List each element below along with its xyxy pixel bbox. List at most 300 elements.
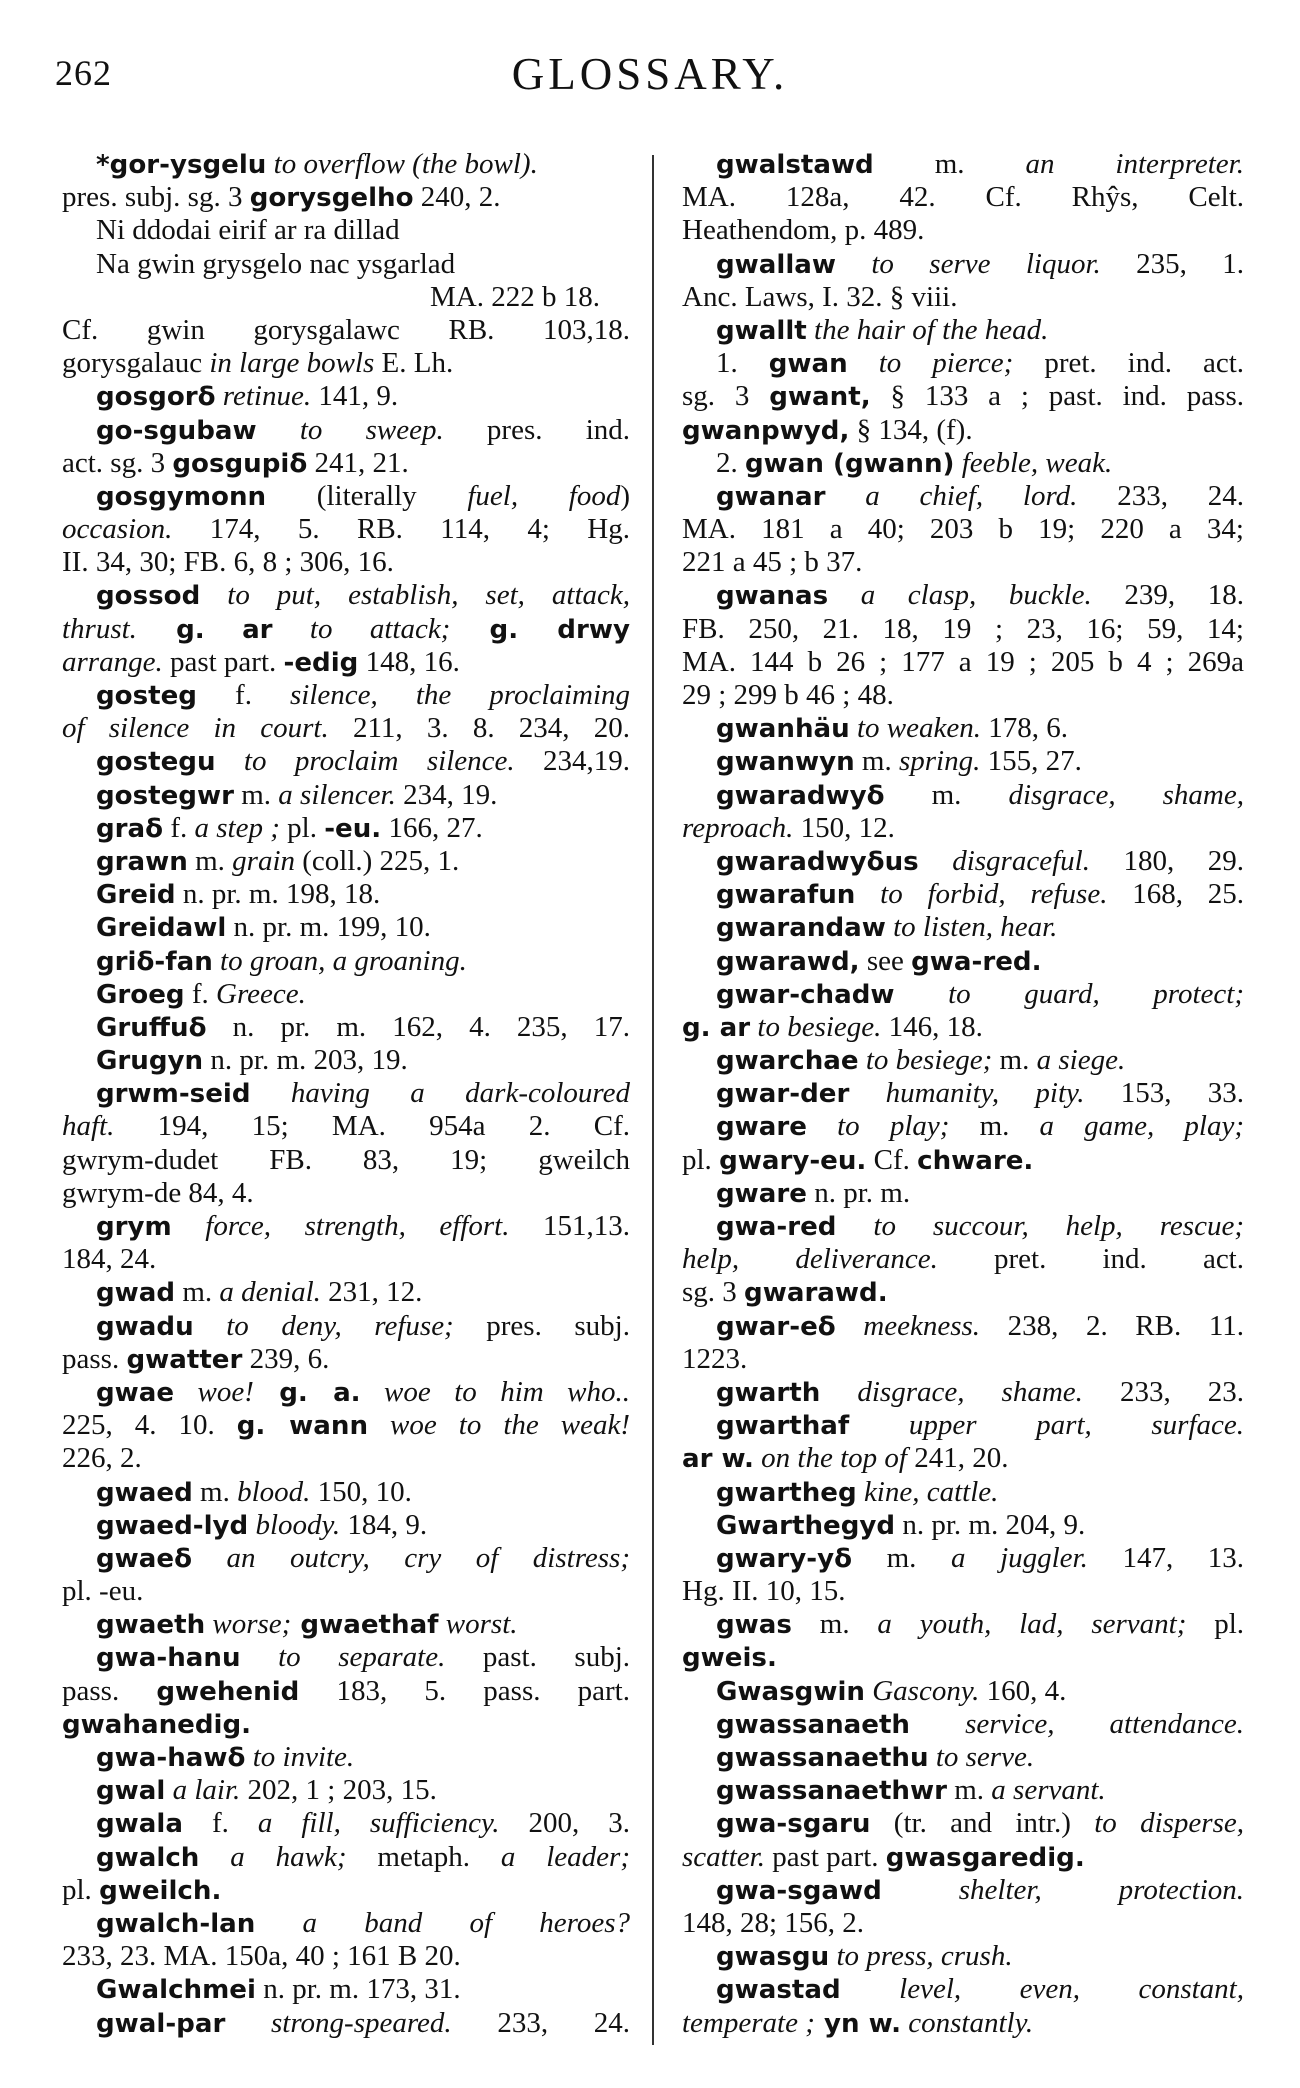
reference-text: 211, 3. 8. 234, 20. [328,712,630,745]
glossary-line [62,945,630,978]
reference-text: pres. subj. sg. 3 [62,181,250,214]
headword: Greid [96,880,176,911]
reference-text: pl. [279,811,325,844]
glossary-line [62,646,630,679]
glossary-line [682,2007,1244,2040]
definition-text: a game, play; [1039,1110,1244,1143]
headword: gware [716,1112,807,1143]
reference-text: 180, 29. [1089,844,1244,877]
reference-text: Anc. Laws, I. 32. § viii. [682,280,958,313]
definition-text: to play; [806,1110,950,1143]
reference-text: 155, 27. [980,745,1082,778]
headword: Grugyn [96,1046,204,1077]
definition-text: woe to the weak! [368,1409,630,1442]
definition-text: to press, crush. [829,1940,1013,1973]
definition-text: a hawk; [199,1840,347,1873]
glossary-line [682,1442,1244,1475]
headword: gostegwr [96,780,234,811]
reference-text: 239, 6. [242,1342,330,1375]
headword: gwasgu [716,1942,830,1973]
glossary-line [62,1973,630,2006]
headword: gwaed-lyd [96,1510,249,1541]
reference-text: past part. [764,1840,886,1873]
glossary-line [62,1343,630,1376]
headword: gweilch. [99,1875,222,1906]
glossary-line [62,480,630,513]
headword: gwaed [96,1477,193,1508]
glossary-line [62,347,630,380]
glossary-line [682,712,1244,745]
headword: gwalch [96,1842,200,1873]
reference-text: MA. 128a, 42. Cf. Rhŷs, Celt. [682,181,1244,214]
reference-text: 233, 23. [1082,1375,1244,1408]
glossary-line [682,1608,1244,1641]
glossary-line [62,380,630,413]
reference-text: Ni ddodai eirif ar ra dillad [96,214,400,247]
headword: gwanhäu [716,714,850,745]
definition-text: on the top of [753,1442,907,1475]
reference-text: (tr. and intr.) [870,1807,1095,1840]
headword: g. a. [253,1377,361,1408]
reference-text: Na gwin grysgelo nac ysgarlad [96,247,456,280]
headword: gorysgelho [249,183,414,214]
reference-text: sg. 3 [682,380,770,413]
glossary-line [62,1807,630,1840]
glossary-line [682,1940,1244,1973]
reference-text: MA. 222 b 18. [430,280,600,313]
glossary-line [682,1110,1244,1143]
glossary-column-left [62,148,630,2040]
headword: gwarandaw [716,913,886,944]
glossary-line [682,579,1244,612]
reference-text: gwrym-de 84, 4. [62,1176,254,1209]
definition-text: temperate ; [682,2006,815,2039]
headword: gwan (gwann) [745,448,955,479]
reference-text: 234, 19. [395,778,498,811]
reference-text: gwrym-dudet FB. 83, 19; gweilch [62,1143,630,1176]
reference-text: Cf. gwin gorysgalawc RB. 103,18. [62,313,630,346]
reference-text: Cf. [866,1143,918,1176]
definition-text: to weaken. [849,712,981,745]
reference-text: 2. [716,446,745,479]
headword: gwadu [96,1311,194,1342]
headword: gwassanaeth [716,1709,910,1740]
glossary-line [62,148,630,181]
glossary-line [62,745,630,778]
glossary-line [62,1608,630,1641]
reference-text: f. [182,1807,258,1840]
definition-text: humanity, pity. [849,1077,1085,1110]
glossary-line [62,281,630,314]
definition-text: arrange. [62,645,163,678]
reference-text: § 133 a ; past. ind. pass. [870,380,1244,413]
glossary-line [682,945,1244,978]
definition-text: a step ; [194,811,280,844]
definition-text: to separate. [240,1641,446,1674]
glossary-line [62,613,630,646]
reference-text: m. [854,745,899,778]
glossary-line [62,314,630,347]
definition-text: occasion. [62,513,173,546]
glossary-line [682,1509,1244,1542]
headword: gwaradwyδus [716,846,919,877]
reference-text: m. [233,778,279,811]
running-title: GLOSSARY. [511,49,789,99]
headword: gwassanaethu [716,1743,929,1773]
reference-text: n. pr. m. 199, 10. [226,911,431,944]
glossary-line [682,1641,1244,1674]
glossary-line [682,181,1244,214]
definition-text: a denial. [219,1276,321,1309]
definition-text: to deny, refuse; [193,1309,454,1342]
reference-text: (literally [266,479,468,512]
definition-text: to put, establish, set, attack, [200,579,630,612]
reference-text: n. pr. m. 173, 31. [255,1973,461,2006]
reference-text: pres. subj. [453,1309,630,1342]
headword: g. wann [236,1411,369,1442]
glossary-line [62,1044,630,1077]
headword: gwanas [716,581,829,612]
headword: grwm-seid [96,1079,251,1110]
glossary-line [62,1675,630,1708]
headword: gwad [96,1278,176,1309]
headword: gwehenid [156,1676,300,1707]
reference-text: MA. 144 b 26 ; 177 a 19 ; 205 b 4 ; 269a [682,645,1244,678]
glossary-line [682,845,1244,878]
glossary-line [682,1276,1244,1309]
reference-text: pl. [1186,1608,1245,1641]
reference-text: 226, 2. [62,1442,142,1475]
headword: gwaradwyδ [716,780,885,811]
definition-text: to groan, a groaning. [212,944,467,977]
reference-text: 240, 2. [413,181,501,214]
reference-text: 148, 28; 156, 2. [682,1906,865,1939]
reference-text: m. [192,1475,238,1508]
definition-text: a servant. [991,1774,1106,1807]
definition-text: service, attendance. [910,1707,1244,1740]
reference-text: m. [992,1044,1037,1077]
glossary-line [682,1011,1244,1044]
reference-text: see [859,944,912,977]
glossary-line [62,579,630,612]
definition-text: feeble, weak. [954,446,1113,479]
glossary-line [62,1874,630,1907]
reference-text: n. pr. m. 203, 19. [203,1044,408,1077]
definition-text: to besiege. [750,1010,882,1043]
headword: gwalch-lan [96,1908,256,1939]
reference-text: m. [175,1276,220,1309]
reference-text: 184, 9. [340,1508,428,1541]
page-header [0,48,1300,108]
headword: Greidawl [96,913,227,944]
glossary-line [62,447,630,480]
definition-text: disgraceful. [918,844,1090,877]
reference-text: 241, 20. [906,1442,1009,1475]
headword: gware [716,1178,807,1209]
glossary-line [682,978,1244,1011]
headword: gwallt [716,315,807,346]
headword: gostegu [96,747,216,778]
definition-text: force, strength, effort. [171,1210,510,1242]
definition-text: upper part, surface. [849,1409,1244,1442]
reference-text: ) [620,479,631,512]
reference-text: m. [884,778,1009,811]
definition-text: kine, cattle. [856,1475,999,1508]
reference-text: II. 34, 30; FB. 6, 8 ; 306, 16. [62,546,394,579]
reference-text: FB. 250, 21. 18, 19 ; 23, 16; 59, 14; [682,612,1244,645]
headword: gwary-yδ [716,1543,853,1574]
headword: gwas [716,1610,792,1641]
glossary-line [62,679,630,712]
reference-text: 174, 5. RB. 114, 4; Hg. [172,513,630,546]
glossary-line [62,1210,630,1243]
glossary-line [682,1907,1244,1940]
reference-text: § 134, (f). [849,413,973,446]
glossary-line [62,1940,630,1973]
headword: Gwalchmei [96,1975,256,2006]
glossary-line [682,1807,1244,1840]
reference-text: 234,19. [514,745,630,778]
headword: *gor-ysgelu [96,150,267,180]
headword: gweis. [682,1643,777,1674]
reference-text: 200, 3. [499,1807,630,1840]
definition-text: woe to him who.. [360,1375,631,1408]
reference-text: 239, 18. [1091,579,1244,612]
glossary-line [62,1708,630,1741]
glossary-line [62,1774,630,1807]
glossary-line [682,347,1244,380]
definition-text: a leader; [500,1840,630,1873]
reference-text: 178, 6. [981,712,1068,745]
headword: gwasgaredig. [885,1842,1085,1873]
headword: gwa-red [716,1212,837,1242]
headword: yn w. [814,2008,901,2039]
headword: go-sgubaw [96,415,257,446]
reference-text: 148, 16. [358,645,460,678]
headword: Gruffuδ [96,1012,207,1043]
glossary-line [62,214,630,247]
glossary-line [62,1310,630,1343]
definition-text: an interpreter. [1025,148,1244,180]
reference-text: 183, 5. pass. part. [299,1674,630,1707]
definition-text: retinue. [215,380,312,413]
definition-text: to serve liquor. [836,247,1101,280]
reference-text: 194, 15; MA. 954a 2. Cf. [114,1110,630,1143]
definition-text: reproach. [682,811,794,844]
glossary-line [682,1741,1244,1774]
definition-text: thrust. [62,612,137,645]
glossary-line [682,214,1244,247]
definition-text: help, deliverance. [682,1243,938,1276]
definition-text: of silence in court. [62,712,329,745]
headword: gwant, [769,382,871,413]
headword: gwala [96,1809,183,1840]
glossary-line [682,1077,1244,1110]
definition-text: worse; [205,1608,292,1641]
glossary-line [62,1542,630,1575]
definition-text: to overflow (the bowl). [266,148,538,180]
headword: graδ [96,813,164,844]
definition-text: to listen, hear. [885,911,1058,944]
glossary-line [62,513,630,546]
glossary-line [62,1144,630,1177]
reference-text: 221 a 45 ; b 37. [682,546,863,579]
glossary-line [62,1276,630,1309]
glossary-column-right [682,148,1244,2040]
headword: gwarchae [716,1046,859,1077]
reference-text: pl. [682,1143,720,1176]
headword: gwa-hawδ [96,1743,246,1773]
glossary-line [682,613,1244,646]
reference-text: 184, 24. [62,1243,157,1276]
reference-text: 238, 2. RB. 11. [980,1309,1244,1342]
definition-text: a clasp, buckle. [828,579,1092,612]
headword: gwarth [716,1377,821,1408]
glossary-line [682,878,1244,911]
definition-text: disgrace, shame. [820,1375,1083,1408]
headword: g. drwy [450,614,630,645]
headword: gwarafun [716,880,856,911]
definition-text: the hair of the head. [806,313,1049,346]
glossary-line [62,1476,630,1509]
headword: gwal-par [96,2008,226,2039]
glossary-line [62,1741,630,1774]
reference-text: 153, 33. [1084,1077,1244,1110]
headword: gwarawd. [744,1278,888,1309]
headword: ar [242,614,273,645]
headword: gwaeδ [96,1543,193,1574]
definition-text: to attack; [272,612,451,645]
reference-text: 150, 10. [310,1475,412,1508]
definition-text: scatter. [682,1840,765,1873]
glossary-line [62,1376,630,1409]
glossary-line [682,1210,1244,1243]
reference-text: n. pr. m. 162, 4. 235, 17. [206,1010,630,1043]
glossary-line [62,845,630,878]
reference-text: pl. [62,1873,100,1906]
glossary-line [682,1310,1244,1343]
reference-text: 29 ; 299 b 46 ; 48. [682,679,894,711]
glossary-line [62,1641,630,1674]
definition-text: an outcry, cry of distress; [192,1541,630,1574]
glossary-line [62,1575,630,1608]
headword: gwary-eu. [719,1145,867,1176]
reference-text: m. [946,1774,992,1807]
glossary-line [682,148,1244,181]
definition-text: bloody. [248,1508,341,1541]
reference-text: 233, 23. MA. 150a, 40 ; 161 B 20. [62,1940,461,1973]
definition-text: a band of heroes? [255,1906,630,1939]
reference-text: Heathendom, p. 489. [682,214,925,247]
glossary-line [62,1011,630,1044]
headword: gwa-sgaru [716,1809,871,1840]
headword: gwarawd, [716,946,860,977]
glossary-line [62,1077,630,1110]
glossary-line [62,546,630,579]
reference-text: 241, 21. [307,446,409,479]
headword: gwaeth [96,1610,206,1641]
glossary-line [682,1542,1244,1575]
reference-text: gorysgalauc [62,347,210,380]
glossary-line [62,978,630,1011]
glossary-line [682,414,1244,447]
glossary-line [682,281,1244,314]
reference-text: f. [163,811,195,844]
glossary-line [682,1708,1244,1741]
reference-text: 141, 9. [311,380,399,413]
glossary-line [62,812,630,845]
headword: gwanwyn [716,747,855,778]
glossary-line [62,779,630,812]
reference-text: 233, 24. [451,2006,630,2039]
glossary-line [62,1409,630,1442]
definition-text: woe! [174,1375,254,1408]
glossary-line [682,1044,1244,1077]
glossary-line [682,480,1244,513]
definition-text: having a dark-coloured [250,1077,630,1110]
definition-text: to serve. [928,1741,1035,1773]
glossary-line [62,1442,630,1475]
reference-text: MA. 181 a 40; 203 b 19; 220 a 34; [682,513,1244,546]
headword: gwartheg [716,1477,857,1508]
definition-text: in large bowls [209,347,375,380]
reference-text: n. pr. m. 198, 18. [175,878,381,911]
glossary-line [682,1575,1244,1608]
headword: grawn [96,846,188,877]
glossary-line [682,1675,1244,1708]
headword: gwastad [716,1975,841,2006]
definition-text: constantly. [900,2006,1034,2039]
reference-text: metaph. [346,1840,501,1873]
reference-text: n. pr. m. 204, 9. [895,1508,1086,1541]
reference-text: pres. ind. [443,413,630,446]
definition-text: haft. [62,1110,115,1143]
glossary-line [682,1144,1244,1177]
glossary-line [682,513,1244,546]
reference-text: 1. [716,347,769,380]
glossary-line [682,1874,1244,1907]
definition-text: to pierce; [847,347,1014,380]
glossary-line [682,380,1244,413]
reference-text: 202, 1 ; 203, 15. [240,1774,437,1807]
headword: gwar-eδ [716,1311,836,1342]
reference-text: pass. [62,1674,157,1707]
definition-text: a lair. [165,1774,241,1807]
reference-text: Hg. II. 10, 15. [682,1575,846,1608]
definition-text: blood. [237,1475,311,1508]
glossary-line [62,248,630,281]
reference-text: pret. ind. act. [937,1243,1244,1276]
reference-text: 235, 1. [1100,247,1245,280]
reference-text [205,613,242,645]
glossary-line [62,2007,630,2040]
glossary-line [682,779,1244,812]
headword: gwatter [126,1344,243,1375]
definition-text: spring. [898,745,981,778]
headword: -eu. [324,813,382,844]
definition-text: a fill, sufficiency. [257,1807,500,1840]
reference-text: 166, 27. [381,811,483,844]
reference-text: 233, 24. [1077,479,1245,512]
headword: gwa-hanu [96,1643,241,1674]
reference-text: pass. [62,1342,127,1375]
reference-text: m. [873,148,1026,180]
headword: gwal [96,1776,166,1807]
reference-text: E. Lh. [374,347,454,380]
definition-text: a siege. [1036,1044,1126,1077]
glossary-line [682,812,1244,845]
glossary-line [682,1343,1244,1376]
